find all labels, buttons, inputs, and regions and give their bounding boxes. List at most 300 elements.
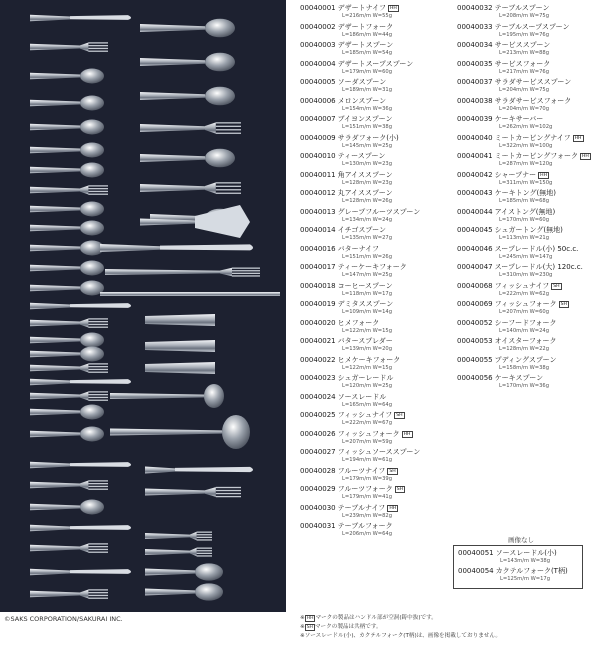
fork-tine: [232, 270, 260, 271]
product-item: [300, 78, 420, 97]
product-item: [457, 374, 591, 393]
product-code: 00040007: [300, 115, 336, 123]
footnotes: [300, 614, 501, 641]
fork-tine: [197, 550, 212, 551]
product-name: テーブルフォーク: [337, 522, 393, 530]
product-name: シュガートング(無地): [494, 226, 563, 234]
product-item: [300, 97, 420, 116]
product-code: 00040039: [457, 115, 493, 123]
cutlery-handle: [145, 489, 205, 496]
product-item: [457, 337, 591, 356]
product-list-column-1: [300, 4, 420, 541]
product-name-line: [300, 41, 420, 50]
cutlery-handle: [30, 504, 80, 510]
product-name: シーフードフォーク: [494, 318, 557, 327]
product-item: [300, 245, 420, 264]
product-item: [458, 567, 578, 585]
product-name: グレープフルーツスプーン: [337, 207, 421, 216]
cutlery-handle: [30, 303, 70, 309]
tong: [145, 340, 215, 352]
product-item: [300, 23, 420, 42]
cutlery-handle: [140, 92, 205, 100]
fork-neck: [80, 392, 88, 401]
product-name-line: [300, 115, 420, 124]
product-code: 00040033: [457, 22, 493, 31]
product-item: [457, 23, 591, 42]
product-name: ソーダスプーン: [337, 78, 387, 86]
fork-tine: [88, 369, 108, 370]
product-size: L=222m/m W=62g: [499, 290, 550, 297]
spoon-bowl: [80, 96, 104, 111]
product-code: 00040014: [300, 226, 336, 234]
product-size: L=130m/m W=23g: [342, 161, 393, 167]
product-code: 00040035: [457, 59, 493, 68]
no-image-box: [453, 545, 583, 589]
product-name-line: [300, 152, 420, 161]
product-name: ソースレードル: [337, 392, 387, 401]
product-size: L=122m/m W=15g: [342, 327, 393, 334]
spoon-bowl: [80, 500, 104, 515]
product-size: L=213m/m W=88g: [499, 50, 550, 56]
fork-tine: [88, 321, 108, 322]
product-code: 00040006: [300, 96, 336, 105]
cutlery-handle: [30, 379, 70, 385]
fork-neck: [205, 487, 216, 497]
knife-blade: [160, 244, 253, 250]
product-name: サラダサービスフォーク: [494, 96, 572, 105]
knife-blade: [70, 462, 131, 467]
product-name: デザートスプーン: [337, 41, 394, 49]
fork-tine: [216, 133, 241, 134]
product-name-line: [300, 189, 420, 198]
product-code: 00040021: [300, 337, 336, 345]
product-name-line: [457, 319, 591, 328]
product-size: L=113m/m W=21g: [499, 235, 550, 241]
product-item: [300, 115, 420, 134]
product-size: L=245m/m W=147g: [499, 253, 553, 260]
handle-type-tag: HH: [389, 505, 397, 511]
product-code: 00040051: [458, 549, 494, 557]
product-name: ケーキスプーン: [494, 374, 544, 382]
sharpener-rod: [100, 292, 280, 296]
product-item: [300, 504, 420, 523]
product-size: L=194m/m W=61g: [342, 457, 393, 463]
cutlery-handle: [30, 365, 80, 371]
product-item: [457, 60, 591, 79]
product-name-line: [458, 549, 578, 558]
cutlery-handle: [100, 244, 160, 252]
product-name-line: [457, 152, 591, 161]
fork-neck: [190, 548, 197, 556]
product-item: [458, 549, 578, 567]
product-item: [300, 263, 420, 282]
product-code: 00040038: [457, 96, 493, 105]
product-name: イチゴスプーン: [337, 226, 387, 234]
product-code: 00040068: [457, 281, 493, 290]
cutlery-handle: [140, 154, 205, 162]
fork-tine: [88, 318, 108, 319]
product-name-line: [457, 337, 591, 346]
product-name-line: [457, 300, 591, 309]
product-item: [300, 411, 420, 430]
product-item: [457, 97, 591, 116]
fork-tine: [232, 275, 260, 276]
product-code: 00040044: [457, 207, 493, 216]
product-name-line: [300, 319, 420, 328]
product-item: [300, 319, 420, 338]
spoon-bowl: [80, 427, 104, 442]
handle-type-tag: SH: [389, 468, 396, 474]
product-code: 00040025: [300, 411, 336, 419]
product-name-line: [300, 4, 420, 13]
footnote-1: ※ HH マークの製品はハンドル部が空洞(鋳中抜)です。: [300, 615, 437, 621]
handle-type-tag: SH: [396, 487, 404, 492]
fork-neck: [190, 532, 197, 540]
product-size: L=186m/m W=44g: [342, 31, 393, 38]
product-item: [457, 356, 591, 375]
product-size: L=185m/m W=54g: [342, 50, 393, 56]
spoon-bowl: [80, 163, 104, 178]
product-code: 00040026: [300, 429, 336, 438]
fork-tine: [88, 363, 108, 364]
fork-tine: [216, 126, 241, 127]
cutlery-handle: [30, 124, 80, 130]
product-item: [300, 171, 420, 190]
product-code: 00040032: [457, 4, 493, 12]
fork-tine: [216, 186, 241, 187]
fork-tine: [88, 546, 108, 547]
product-name: ミートカービングナイフ: [494, 133, 571, 142]
cutlery-handle: [145, 549, 190, 555]
spoon-bowl: [80, 261, 104, 276]
fork-neck: [220, 268, 232, 276]
product-item: [457, 78, 591, 97]
fork-tine: [216, 129, 241, 130]
cutlery-handle: [30, 431, 80, 437]
product-size: L=207m/m W=59g: [342, 438, 393, 445]
product-name-line: [457, 189, 591, 198]
cutlery-handle: [110, 393, 210, 399]
product-size: L=109m/m W=14g: [342, 309, 393, 315]
handle-type-tag: HH: [403, 431, 411, 437]
fork-neck: [80, 544, 88, 553]
spoon-bowl: [80, 202, 104, 217]
product-name: デザートフォーク: [337, 22, 394, 31]
spoon-bowl: [205, 53, 235, 72]
cutlery-handle: [30, 393, 80, 399]
fork-tine: [88, 397, 108, 398]
product-name: フィッシュナイフ: [494, 281, 550, 290]
product-item: [300, 152, 420, 171]
product-name-line: [300, 356, 420, 365]
product-code: 00040045: [457, 226, 493, 234]
fork-neck: [80, 590, 88, 599]
knife-blade: [70, 569, 131, 574]
product-size: L=120m/m W=25g: [342, 383, 393, 389]
product-size: L=145m/m W=25g: [342, 142, 393, 149]
product-item: [457, 282, 591, 301]
knife-blade: [70, 525, 131, 530]
fork-neck: [80, 364, 88, 373]
product-item: [300, 522, 420, 541]
cutlery-handle: [30, 206, 80, 212]
fork-tine: [88, 185, 108, 186]
spoon-bowl: [195, 583, 223, 600]
fork-neck: [80, 319, 88, 328]
product-name-line: [457, 78, 591, 87]
product-item: [457, 41, 591, 60]
product-size: L=147m/m W=25g: [342, 272, 393, 278]
product-item: [300, 208, 420, 227]
spoon-bowl: [80, 405, 104, 420]
product-item: [300, 60, 420, 79]
product-code: 00040027: [300, 448, 336, 456]
product-item: [300, 485, 420, 504]
cutlery-handle: [30, 265, 80, 271]
spoon-bowl: [80, 143, 104, 158]
cutlery-handle: [30, 569, 70, 575]
product-code: 00040017: [300, 263, 336, 271]
cutlery-handle: [30, 285, 80, 291]
product-item: [457, 319, 591, 338]
cutlery-handle: [140, 24, 205, 32]
product-code: 00040037: [457, 78, 493, 86]
sh-mark-icon: SH: [306, 625, 313, 630]
product-size: L=179m/m W=41g: [342, 494, 393, 500]
product-size: L=322m/m W=100g: [499, 142, 553, 149]
fork-tine: [88, 45, 108, 46]
product-size: L=135m/m W=27g: [342, 235, 393, 241]
fork-tine: [88, 391, 108, 392]
product-name-line: [300, 97, 420, 106]
product-size: L=195m/m W=76g: [499, 31, 550, 38]
product-size: L=151m/m W=38g: [342, 124, 393, 130]
product-item: [300, 356, 420, 375]
product-size: L=140m/m W=24g: [499, 327, 550, 334]
product-item: [457, 263, 591, 282]
product-item: [300, 374, 420, 393]
product-name-line: [300, 467, 420, 476]
cutlery-handle: [30, 44, 80, 50]
product-size: L=204m/m W=75g: [499, 87, 550, 93]
fork-tine: [88, 552, 108, 553]
product-name-line: [300, 448, 420, 457]
product-name-line: [300, 300, 420, 309]
fork-tine: [88, 489, 108, 490]
cutlery-handle: [30, 187, 80, 193]
product-name-line: [457, 4, 591, 13]
product-size: L=128m/m W=22g: [499, 346, 550, 352]
product-item: [457, 134, 591, 153]
product-code: 00040055: [457, 355, 493, 364]
handle-type-tag: HH: [389, 6, 397, 11]
fork-tine: [197, 537, 212, 538]
fork-tine: [216, 496, 241, 497]
product-name-line: [300, 504, 420, 513]
product-item: [457, 208, 591, 227]
fork-tine: [88, 483, 108, 484]
cutlery-handle: [140, 184, 205, 192]
cutlery-photo: [0, 0, 286, 612]
fork-tine: [216, 487, 241, 488]
product-size: L=118m/m W=17g: [342, 290, 393, 297]
product-name: ブイヨンスプーン: [337, 115, 393, 123]
product-name-line: [300, 245, 420, 254]
product-size: L=143m/m W=38g: [500, 558, 551, 564]
product-code: 00040024: [300, 392, 336, 401]
cutlery-handle: [145, 569, 195, 576]
product-code: 00040013: [300, 207, 336, 216]
product-name: ミートカービングフォーク: [494, 152, 578, 160]
fork-tine: [216, 490, 241, 491]
fork-tine: [88, 194, 108, 195]
product-name: フルーツフォーク: [337, 485, 393, 493]
product-name: プディングスプーン: [494, 355, 557, 364]
fork-tine: [88, 188, 108, 189]
product-name-line: [300, 60, 420, 69]
handle-type-tag: HH: [540, 172, 548, 178]
product-code: 00040003: [300, 41, 336, 49]
product-item: [300, 467, 420, 486]
fork-tine: [88, 543, 108, 544]
product-item: [300, 282, 420, 301]
cutlery-handle: [30, 409, 80, 415]
product-name-line: [300, 263, 420, 272]
product-name: サラダフォーク(小): [337, 133, 399, 142]
product-item: [457, 300, 591, 319]
product-name-line: [300, 208, 420, 217]
handle-type-tag: HH: [574, 135, 582, 141]
product-name-line: [300, 171, 420, 180]
product-name: サービスフォーク: [494, 59, 551, 68]
spoon-bowl: [80, 69, 104, 84]
product-name-line: [457, 115, 591, 124]
cutlery-handle: [145, 533, 190, 539]
product-item: [300, 4, 420, 23]
spoon-bowl: [80, 120, 104, 135]
cutlery-handle: [105, 269, 220, 275]
product-code: 00040002: [300, 22, 336, 31]
product-code: 00040005: [300, 78, 336, 86]
product-code: 00040001: [300, 4, 336, 12]
cutlery-handle: [30, 225, 80, 231]
cutlery-illustration: [0, 0, 286, 612]
cutlery-handle: [30, 482, 80, 488]
product-item: [457, 189, 591, 208]
fork-tine: [216, 493, 241, 494]
spoon-bowl: [205, 87, 235, 106]
handle-type-tag: SH: [560, 302, 567, 307]
product-name-line: [300, 485, 420, 494]
product-code: 00040028: [300, 466, 336, 475]
product-name-line: [300, 226, 420, 235]
handle-type-tag: HH: [581, 154, 589, 159]
product-name-line: [457, 41, 591, 50]
product-item: [300, 337, 420, 356]
fork-tine: [88, 372, 108, 373]
product-code: 00040047: [457, 263, 493, 271]
product-size: L=139m/m W=20g: [342, 346, 393, 352]
fork-tine: [197, 539, 212, 540]
product-name: オイスターフォーク: [494, 337, 557, 345]
product-name: デミタススプーン: [337, 300, 394, 308]
product-name-line: [457, 356, 591, 365]
fork-tine: [216, 182, 241, 183]
product-name-line: [457, 60, 591, 69]
photo-credit: ©SAKS CORPORATION/SAKURAI INC.: [4, 615, 123, 623]
product-name-line: [457, 97, 591, 106]
fork-tine: [232, 273, 260, 274]
cutlery-handle: [30, 147, 80, 153]
product-name: バタースプレダー: [337, 337, 393, 345]
product-code: 00040023: [300, 374, 336, 382]
product-code: 00040009: [300, 133, 336, 142]
product-size: L=207m/m W=60g: [499, 309, 550, 315]
product-size: L=151m/m W=26g: [342, 253, 393, 260]
fork-tine: [197, 532, 212, 533]
knife-blade: [70, 15, 131, 20]
product-size: L=134m/m W=24g: [342, 216, 393, 223]
product-code: 00040046: [457, 244, 493, 253]
product-item: [457, 245, 591, 264]
product-code: 00040030: [300, 503, 336, 512]
product-name: テーブルナイフ: [337, 503, 386, 512]
cutlery-handle: [30, 320, 80, 326]
fork-tine: [197, 553, 212, 554]
product-code: 00040018: [300, 281, 336, 290]
product-code: 00040004: [300, 59, 336, 68]
product-name: フィッシュソーススプーン: [337, 448, 421, 456]
product-item: [457, 226, 591, 245]
no-image-label: 画像なし: [508, 536, 534, 544]
product-name: ティースプーン: [337, 152, 386, 160]
product-size: L=206m/m W=64g: [342, 531, 393, 537]
product-code: 00040022: [300, 355, 336, 364]
product-size: L=165m/m W=64g: [342, 401, 393, 408]
cutlery-handle: [30, 245, 80, 251]
product-code: 00040042: [457, 170, 493, 179]
spoon-bowl: [205, 19, 235, 38]
product-name: スープレードル(大) 120c.c.: [494, 263, 583, 271]
cutlery-handle: [30, 100, 80, 106]
ladle-bowl: [222, 415, 250, 449]
product-name: サービススプーン: [494, 41, 551, 49]
footnote-2: ※ SH マークの製品は共柄です。: [300, 624, 382, 630]
handle-type-tag: SH: [396, 413, 403, 418]
fork-tine: [88, 366, 108, 367]
product-name-line: [300, 337, 420, 346]
cutlery-handle: [30, 462, 70, 468]
product-name: フィッシュフォーク: [494, 300, 557, 308]
product-name-line: [300, 393, 420, 402]
product-name: デザートスープスプーン: [337, 59, 414, 68]
product-code: 00040012: [300, 189, 336, 197]
product-code: 00040056: [457, 374, 493, 382]
fork-tine: [88, 327, 108, 328]
product-code: 00040019: [300, 300, 336, 308]
product-name: ヒメケーキフォーク: [337, 355, 401, 364]
product-size: L=262m/m W=102g: [499, 124, 553, 130]
product-name: スープレードル(小) 50c.c.: [494, 244, 579, 253]
product-size: L=287m/m W=120g: [499, 161, 553, 167]
product-code: 00040053: [457, 337, 493, 345]
product-code: 00040020: [300, 318, 336, 327]
product-name: サラダサービススプーン: [494, 78, 572, 86]
cutlery-handle: [30, 167, 80, 173]
product-name: ティーケーキフォーク: [337, 263, 407, 271]
product-code: 00040010: [300, 152, 336, 160]
product-code: 00040011: [300, 170, 336, 179]
